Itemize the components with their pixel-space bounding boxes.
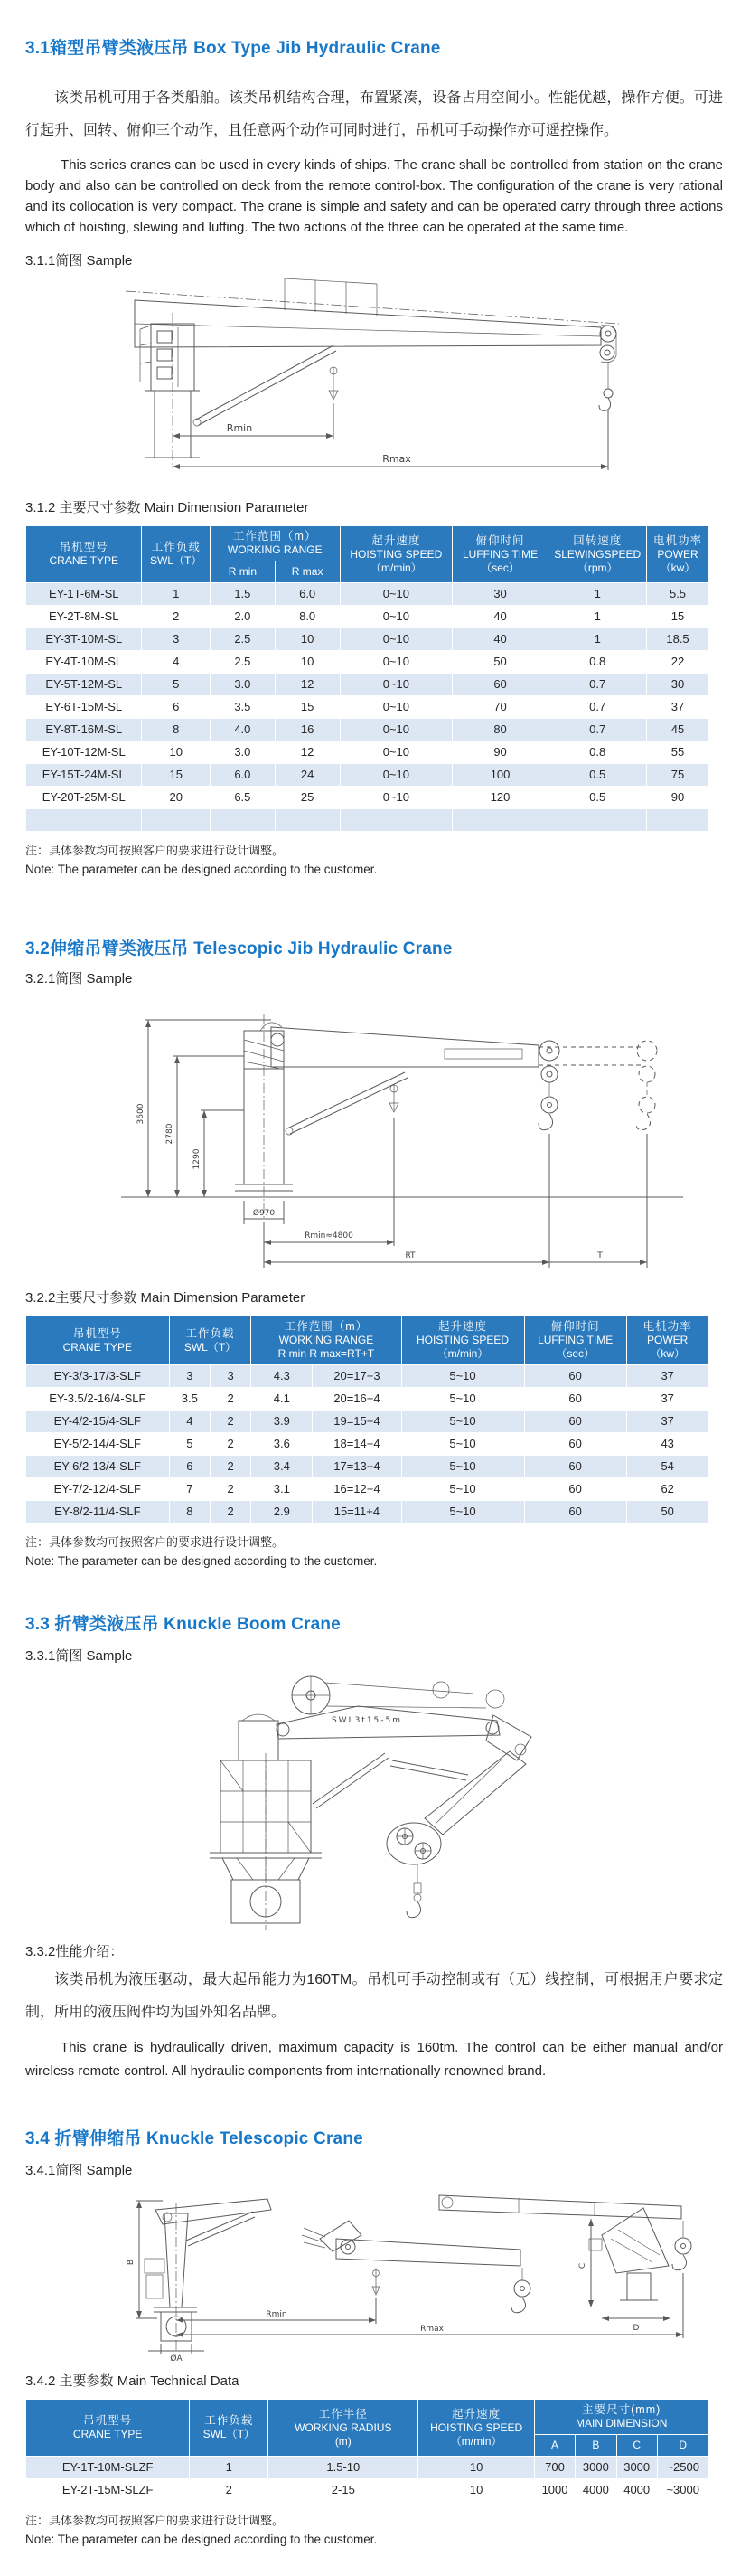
- table-cell: 30: [647, 674, 708, 696]
- table-row: [26, 1478, 709, 1501]
- table-cell: 5: [142, 674, 211, 696]
- table-cell: EY-1T-6M-SL: [26, 583, 142, 606]
- dim-label-rmax: Rmax: [420, 2325, 444, 2334]
- performance-paragraph-en: This crane is hydraulically driven, maximum capacity is 160tm. The control can be either manual and/or wireless remote control. All hydraulic components from internationally renowned brand.: [25, 2040, 723, 2079]
- table-cell: EY-1T-10M-SLZF: [26, 2457, 190, 2479]
- table-cell: 2.5: [210, 651, 275, 674]
- table-cell: [340, 809, 453, 832]
- knuckle-telescopic-crane-diagram: [49, 2183, 699, 2362]
- table-cell: 100: [453, 764, 548, 787]
- table-cell: 4.0: [210, 719, 275, 741]
- table-cell: 15=11+4: [313, 1501, 401, 1524]
- table-cell: EY-3T-10M-SL: [26, 628, 142, 651]
- table-cell: 8.0: [275, 606, 340, 628]
- table-cell: 120: [453, 787, 548, 809]
- table-row: [26, 741, 709, 764]
- table-cell: 10: [418, 2457, 534, 2479]
- table-cell: 2: [210, 1433, 250, 1456]
- section-telescopic-jib: [25, 935, 723, 1571]
- table-cell: 3.5: [210, 696, 275, 719]
- table-cell: 10: [142, 741, 211, 764]
- table-cell: EY-8T-16M-SL: [26, 719, 142, 741]
- dim-label-2780: 2780: [165, 1123, 174, 1145]
- col-hoisting-speed: 起升速度 HOISTING SPEED （m/min）: [418, 2400, 534, 2457]
- table-cell: 3.4: [251, 1456, 313, 1478]
- table-row: [26, 1411, 709, 1433]
- sample-label-3-2-1: 3.2.1简图 Sample: [25, 971, 133, 986]
- table-cell: 20: [142, 787, 211, 809]
- table-cell: 0~10: [340, 651, 453, 674]
- table-cell: 60: [524, 1411, 626, 1433]
- telescopic-parameter-table: [25, 1316, 709, 1524]
- table-cell: 5~10: [401, 1501, 524, 1524]
- table-header: [26, 526, 709, 583]
- table-cell: 6.0: [210, 764, 275, 787]
- table-cell: 0.5: [548, 787, 647, 809]
- col-crane-type: 吊机型号 CRANE TYPE: [26, 2400, 190, 2457]
- table-cell: EY-20T-25M-SL: [26, 787, 142, 809]
- table-cell: 2.0: [210, 606, 275, 628]
- table-cell: 0.8: [548, 741, 647, 764]
- table-cell: 40: [453, 606, 548, 628]
- dim-label-1290: 1290: [192, 1148, 202, 1170]
- col-power: 电机功率 POWER （kw）: [626, 1316, 708, 1365]
- table-cell: 1: [190, 2457, 268, 2479]
- table-cell: EY-5T-12M-SL: [26, 674, 142, 696]
- table-cell: 1.5: [210, 583, 275, 606]
- section-knuckle-boom: [25, 1610, 723, 2083]
- table-note: [25, 2511, 723, 2549]
- table-cell: 2: [210, 1411, 250, 1433]
- col-r-max: R max=RT+T: [309, 1347, 375, 1360]
- sample-label-3-1-1: 3.1.1简图 Sample: [25, 253, 133, 269]
- section-heading-3-1: 3.1箱型吊臂类液压吊 Box Type Jib Hydraulic Crane: [25, 39, 441, 58]
- col-swl: 工作负载 SWL（T）: [169, 1316, 251, 1365]
- table-cell: 18=14+4: [313, 1433, 401, 1456]
- table-cell: 0.8: [548, 651, 647, 674]
- table-cell: 1: [142, 583, 211, 606]
- table-cell: 60: [524, 1433, 626, 1456]
- table-cell: 17=13+4: [313, 1456, 401, 1478]
- dim-label-dia-970: Ø970: [252, 1209, 276, 1218]
- table-cell: [26, 809, 142, 832]
- table-cell: 6.5: [210, 787, 275, 809]
- table-cell: 2: [210, 1501, 250, 1524]
- col-luffing-time: 俯仰时间 LUFFING TIME （sec）: [453, 526, 548, 583]
- table-cell: 3: [210, 1365, 250, 1388]
- table-cell: 0~10: [340, 674, 453, 696]
- table-cell: 30: [453, 583, 548, 606]
- col-working-radius: 工作半径 WORKING RADIUS (m): [268, 2400, 418, 2457]
- table-cell: [275, 809, 340, 832]
- knuckle-boom-crane-diagram: [85, 1668, 663, 1932]
- table-cell: 0.7: [548, 719, 647, 741]
- table-cell: 70: [453, 696, 548, 719]
- note-en: Note: The parameter can be designed according to the customer.: [25, 1554, 378, 1568]
- table-cell: EY-6/2-13/4-SLF: [26, 1456, 170, 1478]
- col-luffing-time: 俯仰时间 LUFFING TIME （sec）: [524, 1316, 626, 1365]
- table-cell: 2-15: [268, 2479, 418, 2502]
- table-cell: 8: [142, 719, 211, 741]
- table-cell: 4000: [576, 2479, 616, 2502]
- table-title-3-4-2: 3.4.2 主要参数 Main Technical Data: [25, 2373, 239, 2389]
- col-crane-type: 吊机型号 CRANE TYPE: [26, 1316, 170, 1365]
- table-cell: 2.9: [251, 1501, 313, 1524]
- table-cell: 4.3: [251, 1365, 313, 1388]
- dim-label-rmax: Rmax: [382, 453, 411, 465]
- dim-label-rt: RT: [405, 1251, 416, 1260]
- table-cell: EY-3.5/2-16/4-SLF: [26, 1388, 170, 1411]
- col-hoisting-speed: 起升速度 HOISTING SPEED （m/min）: [401, 1316, 524, 1365]
- table-cell: 6.0: [275, 583, 340, 606]
- table-cell: [548, 809, 647, 832]
- table-cell: 0~10: [340, 741, 453, 764]
- table-cell: 20=17+3: [313, 1365, 401, 1388]
- table-cell: EY-15T-24M-SL: [26, 764, 142, 787]
- table-cell: EY-6T-15M-SL: [26, 696, 142, 719]
- table-cell: 0~10: [340, 583, 453, 606]
- table-cell: 50: [453, 651, 548, 674]
- dim-label-dia-a: ØA: [170, 2354, 183, 2362]
- table-row: [26, 583, 709, 606]
- table-cell: 2: [210, 1388, 250, 1411]
- note-zh: 注：具体参数均可按照客户的要求进行设计调整。: [25, 1535, 285, 1549]
- table-cell: EY-5/2-14/4-SLF: [26, 1433, 170, 1456]
- table-note: [25, 1533, 723, 1571]
- table-cell: 12: [275, 741, 340, 764]
- note-en: Note: The parameter can be designed according to the customer.: [25, 863, 378, 876]
- table-cell: 10: [275, 651, 340, 674]
- intro-paragraph-zh: 该类吊机可用于各类船舶。该类吊机结构合理，布置紧凑，设备占用空间小。性能优越，操作方便。可进行起升、回转、俯仰三个动作，且任意两个动作可同时进行，吊机可手动操作亦可遥控操作。: [25, 90, 723, 138]
- table-note: [25, 841, 723, 879]
- col-r-max: R max: [275, 561, 340, 583]
- table-cell: 75: [647, 764, 708, 787]
- table-cell: EY-10T-12M-SL: [26, 741, 142, 764]
- col-main-dimension: 主要尺寸(mm) MAIN DIMENSION: [534, 2400, 708, 2435]
- table-cell: 1: [548, 628, 647, 651]
- drawing-knuckle-boom-crane: [25, 1668, 723, 1932]
- table-cell: 24: [275, 764, 340, 787]
- table-cell: 5: [169, 1433, 210, 1456]
- table-row: [26, 1501, 709, 1524]
- table-cell: ~2500: [657, 2457, 708, 2479]
- performance-title-3-3-2: 3.3.2性能介绍：: [25, 1944, 124, 1959]
- drawing-telescopic-jib-crane: [25, 991, 723, 1279]
- drawing-box-jib-crane: [25, 273, 723, 488]
- table-cell: 60: [453, 674, 548, 696]
- table-row: [26, 2479, 709, 2502]
- table-cell: 0~10: [340, 719, 453, 741]
- table-body: [26, 1365, 709, 1524]
- table-cell: 5~10: [401, 1365, 524, 1388]
- boom-swl-label: SWL3t15-5m: [331, 1716, 403, 1725]
- col-hoisting-speed: 起升速度 HOISTING SPEED （m/min）: [340, 526, 453, 583]
- table-cell: [210, 809, 275, 832]
- table-cell: 2.5: [210, 628, 275, 651]
- table-cell: EY-2T-15M-SLZF: [26, 2479, 190, 2502]
- col-slewing-speed: 回转速度 SLEWINGSPEED （rpm）: [548, 526, 647, 583]
- table-cell: 16: [275, 719, 340, 741]
- table-row: [26, 764, 709, 787]
- table-cell: 60: [524, 1478, 626, 1501]
- table-cell: 5.5: [647, 583, 708, 606]
- dim-label-3600: 3600: [136, 1103, 145, 1125]
- table-cell: 1.5-10: [268, 2457, 418, 2479]
- col-power: 电机功率 POWER （kw）: [647, 526, 708, 583]
- table-cell: 37: [626, 1365, 708, 1388]
- table-cell: 60: [524, 1456, 626, 1478]
- box-jib-parameter-table: [25, 525, 709, 832]
- table-cell: 15: [647, 606, 708, 628]
- table-cell: 16=12+4: [313, 1478, 401, 1501]
- table-cell: EY-3/3-17/3-SLF: [26, 1365, 170, 1388]
- col-dim-a: A: [534, 2435, 575, 2457]
- drawing-knuckle-telescopic-crane: [25, 2183, 723, 2362]
- table-cell: 3.6: [251, 1433, 313, 1456]
- table-cell: 45: [647, 719, 708, 741]
- table-cell: 22: [647, 651, 708, 674]
- table-cell: 5~10: [401, 1456, 524, 1478]
- section-box-type-jib: [25, 34, 723, 879]
- dim-label-b: B: [127, 2259, 136, 2266]
- dim-label-c: C: [578, 2262, 587, 2269]
- note-zh: 注：具体参数均可按照客户的要求进行设计调整。: [25, 844, 285, 857]
- table-cell: 37: [626, 1388, 708, 1411]
- note-zh: 注：具体参数均可按照客户的要求进行设计调整。: [25, 2514, 285, 2527]
- table-cell: 15: [275, 696, 340, 719]
- table-cell: 0.7: [548, 696, 647, 719]
- table-cell: 20=16+4: [313, 1388, 401, 1411]
- section-heading-3-2: 3.2伸缩吊臂类液压吊 Telescopic Jib Hydraulic Crane: [25, 939, 453, 958]
- table-cell: 40: [453, 628, 548, 651]
- table-cell: 6: [169, 1456, 210, 1478]
- section-knuckle-telescopic: [25, 2125, 723, 2549]
- sample-label-3-4-1: 3.4.1简图 Sample: [25, 2163, 133, 2178]
- col-dim-d: D: [657, 2435, 708, 2457]
- table-cell: 2: [142, 606, 211, 628]
- dim-label-rmin-4800: Rmin≈4800: [305, 1231, 353, 1241]
- table-cell: EY-2T-8M-SL: [26, 606, 142, 628]
- col-dim-b: B: [576, 2435, 616, 2457]
- table-cell: 60: [524, 1501, 626, 1524]
- table-cell: 10: [275, 628, 340, 651]
- col-r-min: R min: [210, 561, 275, 583]
- table-cell: [647, 809, 708, 832]
- table-cell: 3: [169, 1365, 210, 1388]
- dim-label-d: D: [633, 2324, 640, 2333]
- table-cell: 54: [626, 1456, 708, 1478]
- table-body: [26, 2457, 709, 2502]
- dim-label-rmin: Rmin: [266, 2310, 287, 2319]
- table-cell: 0~10: [340, 764, 453, 787]
- section-heading-3-3: 3.3 折臂类液压吊 Knuckle Boom Crane: [25, 1615, 341, 1634]
- col-swl: 工作负载 SWL（T）: [190, 2400, 268, 2457]
- table-row: [26, 719, 709, 741]
- table-row: [26, 1433, 709, 1456]
- table-cell: 7: [169, 1478, 210, 1501]
- table-cell: 37: [647, 696, 708, 719]
- table-cell: 3.9: [251, 1411, 313, 1433]
- table-cell: 2: [210, 1456, 250, 1478]
- table-cell: 1000: [534, 2479, 575, 2502]
- table-cell: 90: [453, 741, 548, 764]
- table-cell: 3000: [576, 2457, 616, 2479]
- table-cell: 0~10: [340, 606, 453, 628]
- table-cell: 3.0: [210, 674, 275, 696]
- table-cell: 4000: [616, 2479, 657, 2502]
- table-row: [26, 674, 709, 696]
- col-crane-type: 吊机型号 CRANE TYPE: [26, 526, 142, 583]
- table-cell: 6: [142, 696, 211, 719]
- table-cell: 10: [418, 2479, 534, 2502]
- table-cell: 1: [548, 606, 647, 628]
- sample-label-3-3-1: 3.3.1简图 Sample: [25, 1648, 133, 1664]
- table-cell: EY-4/2-15/4-SLF: [26, 1411, 170, 1433]
- table-cell: 60: [524, 1388, 626, 1411]
- table-row: [26, 696, 709, 719]
- section-heading-3-4: 3.4 折臂伸缩吊 Knuckle Telescopic Crane: [25, 2129, 363, 2148]
- table-cell: 3000: [616, 2457, 657, 2479]
- table-row: [26, 809, 709, 832]
- col-r-min: R min: [277, 1347, 307, 1360]
- table-cell: 3.5: [169, 1388, 210, 1411]
- table-header: [26, 2400, 709, 2457]
- table-cell: 5~10: [401, 1433, 524, 1456]
- note-en: Note: The parameter can be designed according to the customer.: [25, 2533, 378, 2546]
- dim-label-t: T: [597, 1251, 603, 1260]
- table-cell: 5~10: [401, 1478, 524, 1501]
- table-cell: 37: [626, 1411, 708, 1433]
- table-cell: EY-8/2-11/4-SLF: [26, 1501, 170, 1524]
- table-cell: 90: [647, 787, 708, 809]
- table-cell: 8: [169, 1501, 210, 1524]
- table-cell: 0~10: [340, 787, 453, 809]
- table-cell: 18.5: [647, 628, 708, 651]
- table-cell: 62: [626, 1478, 708, 1501]
- table-cell: 0.5: [548, 764, 647, 787]
- table-title-3-1-2: 3.1.2 主要尺寸参数 Main Dimension Parameter: [25, 500, 309, 515]
- knuckle-telescopic-data-table: [25, 2399, 709, 2502]
- telescopic-jib-crane-diagram: [58, 991, 690, 1279]
- table-cell: 43: [626, 1433, 708, 1456]
- table-cell: 50: [626, 1501, 708, 1524]
- table-cell: [142, 809, 211, 832]
- table-title-3-2-2: 3.2.2主要尺寸参数 Main Dimension Parameter: [25, 1290, 305, 1306]
- table-cell: ~3000: [657, 2479, 708, 2502]
- table-cell: 5~10: [401, 1411, 524, 1433]
- table-cell: 25: [275, 787, 340, 809]
- table-cell: 1: [548, 583, 647, 606]
- table-header: [26, 1316, 709, 1365]
- table-body: [26, 583, 709, 832]
- col-dim-c: C: [616, 2435, 657, 2457]
- table-cell: 4: [142, 651, 211, 674]
- dim-label-rmin: Rmin: [226, 422, 253, 434]
- table-cell: 2: [190, 2479, 268, 2502]
- table-cell: 0~10: [340, 628, 453, 651]
- table-row: [26, 2457, 709, 2479]
- table-cell: 55: [647, 741, 708, 764]
- table-row: [26, 1456, 709, 1478]
- table-cell: 19=15+4: [313, 1411, 401, 1433]
- col-working-range: 工作范围（m） WORKING RANGE R min R max=RT+T: [251, 1316, 401, 1365]
- table-cell: 12: [275, 674, 340, 696]
- table-row: [26, 1388, 709, 1411]
- table-cell: 0.7: [548, 674, 647, 696]
- col-working-range: 工作范围（m） WORKING RANGE: [210, 526, 340, 561]
- table-cell: 15: [142, 764, 211, 787]
- table-cell: 3.1: [251, 1478, 313, 1501]
- table-cell: EY-7/2-12/4-SLF: [26, 1478, 170, 1501]
- table-row: [26, 1365, 709, 1388]
- intro-paragraph-en: This series cranes can be used in every kinds of ships. The crane shall be controlled from station on the crane body and also can be controlled on deck from the remote control-box. The configuration of the crane is very rational and its collocation is very compact. The crane is simple and safety and can be operated carry through three actions which of hoisting, slewing and luffing. The two actions of the three can be operated at the same time.: [25, 157, 723, 235]
- table-cell: 0~10: [340, 696, 453, 719]
- table-cell: 60: [524, 1365, 626, 1388]
- table-cell: [453, 809, 548, 832]
- table-cell: 3.0: [210, 741, 275, 764]
- table-cell: 4.1: [251, 1388, 313, 1411]
- table-row: [26, 628, 709, 651]
- table-row: [26, 651, 709, 674]
- table-cell: 80: [453, 719, 548, 741]
- performance-paragraph-zh: 该类吊机为液压驱动，最大起吊能力为160TM。吊机可手动控制或有（无）线控制，可根据用户要求定制，所用的液压阀件均为国外知名品牌。: [25, 1972, 723, 2020]
- table-row: [26, 606, 709, 628]
- table-cell: 700: [534, 2457, 575, 2479]
- table-row: [26, 787, 709, 809]
- table-cell: 4: [169, 1411, 210, 1433]
- table-cell: 5~10: [401, 1388, 524, 1411]
- table-cell: EY-4T-10M-SL: [26, 651, 142, 674]
- table-cell: 3: [142, 628, 211, 651]
- col-swl: 工作负载 SWL（T）: [142, 526, 211, 583]
- box-jib-crane-diagram: [62, 273, 686, 488]
- table-cell: 2: [210, 1478, 250, 1501]
